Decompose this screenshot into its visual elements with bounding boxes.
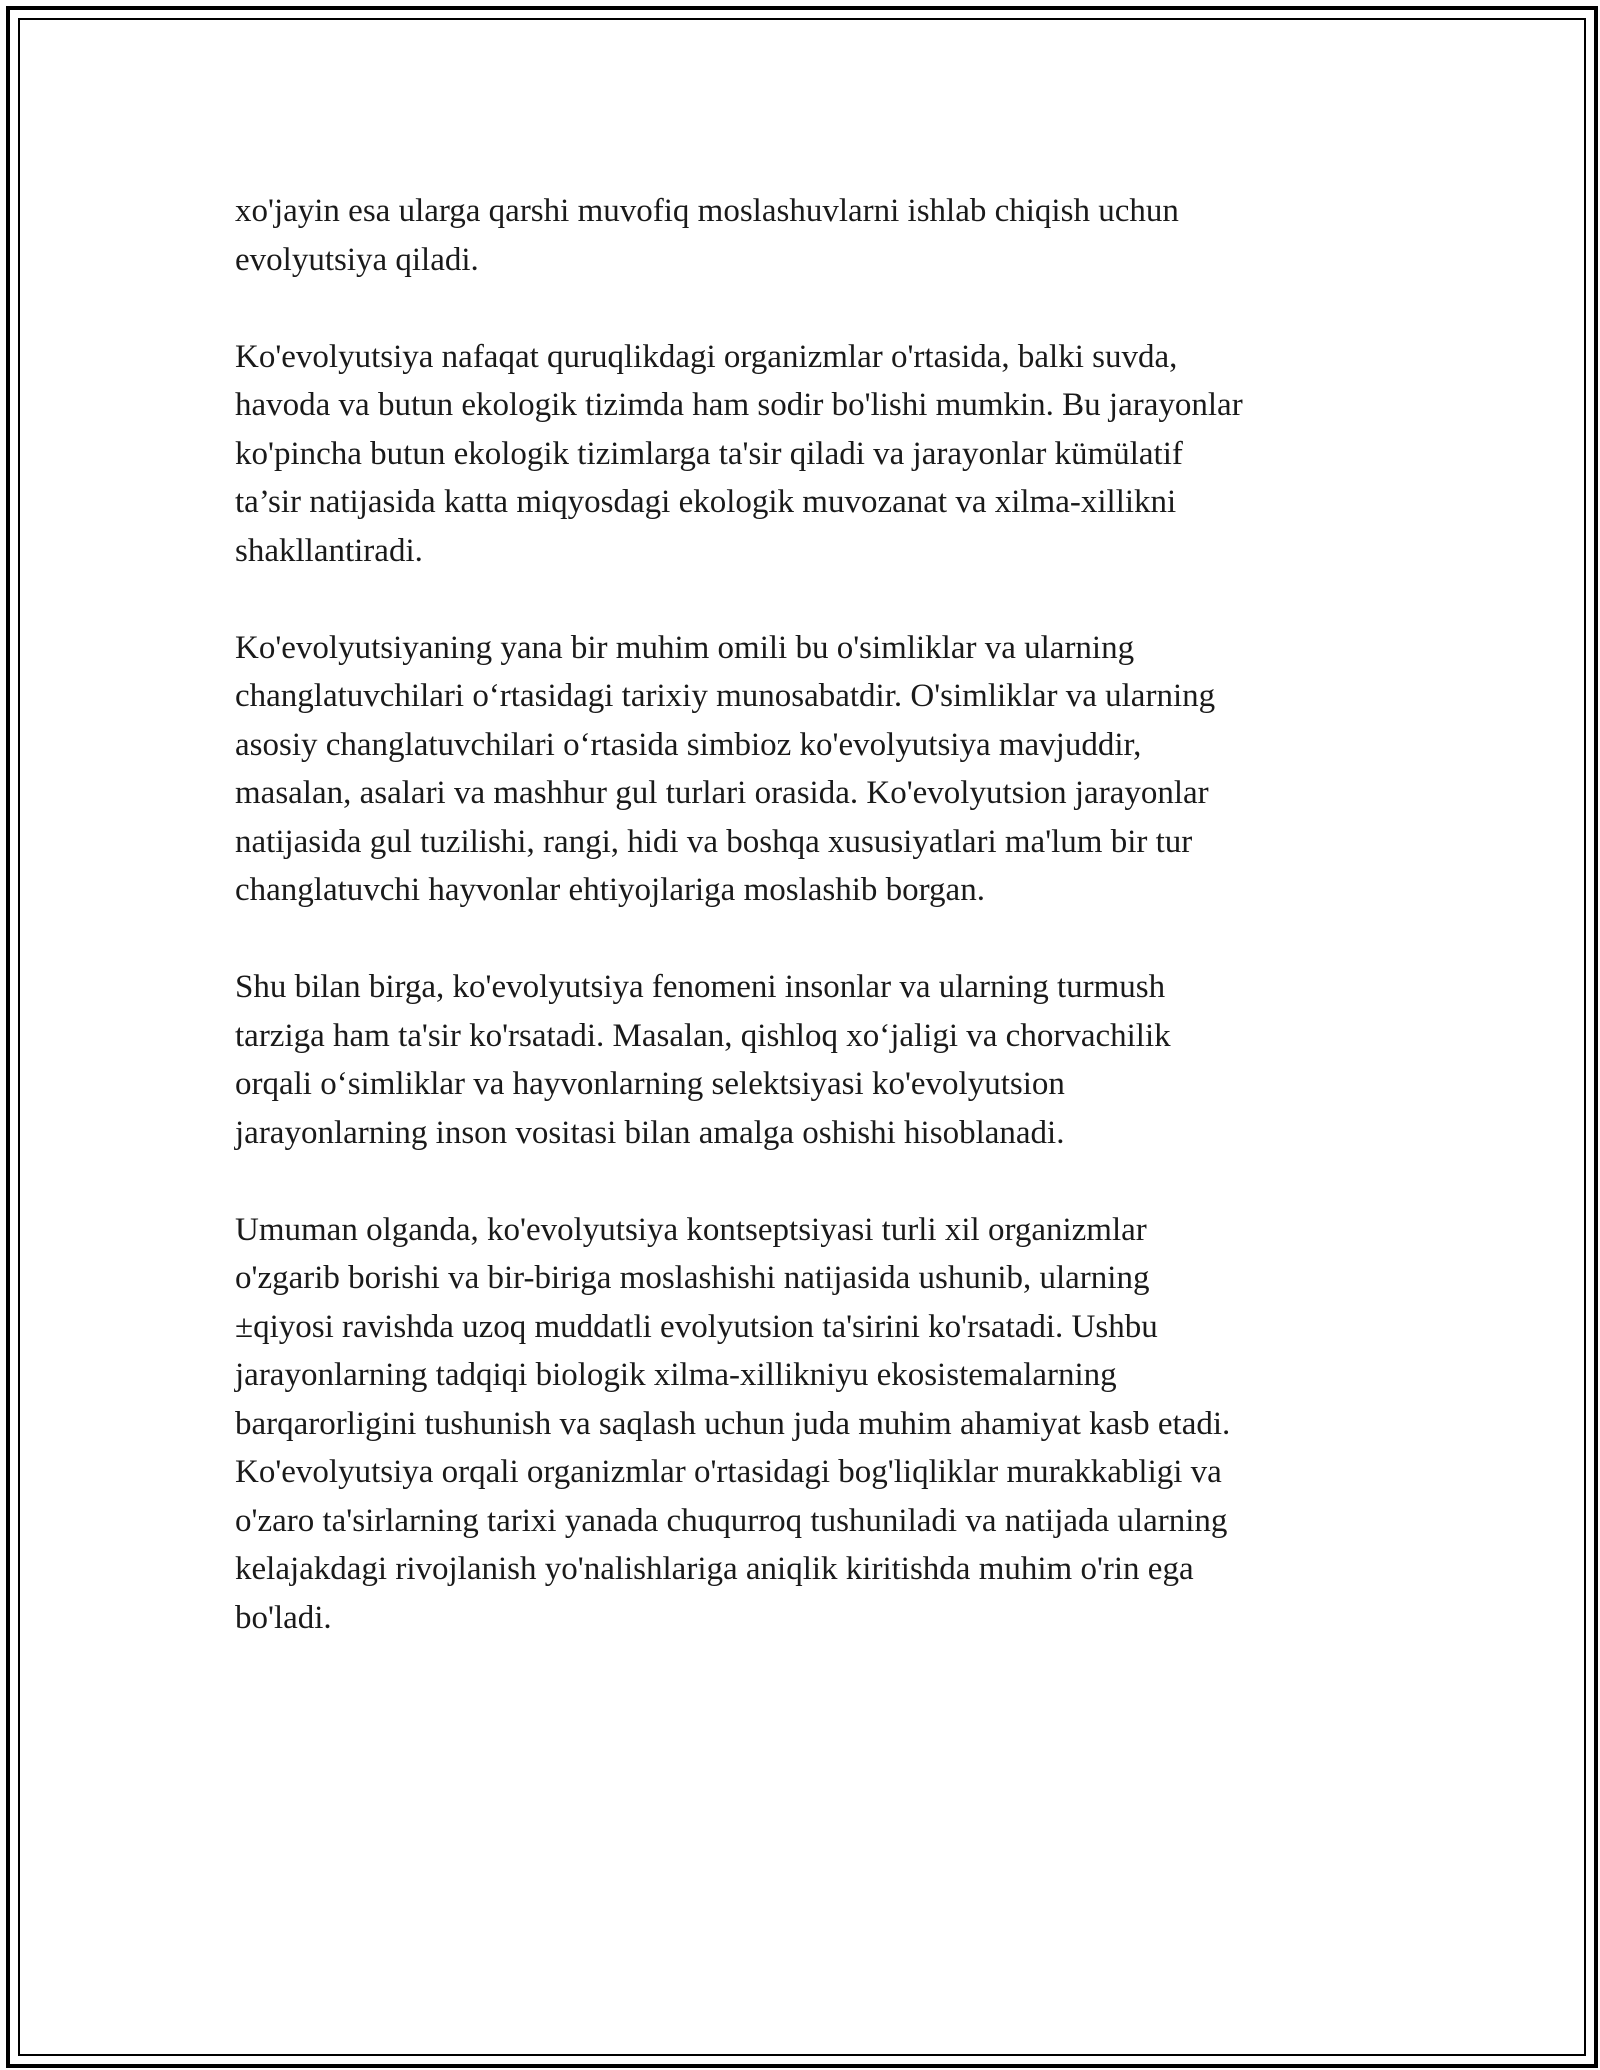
text-line: barqarorligini tushunish va saqlash uchun juda muhim ahamiyat kasb etadi.: [235, 1405, 1231, 1442]
paragraph: [235, 187, 1385, 284]
text-line: evolyutsiya qiladi.: [235, 241, 479, 278]
paragraph: [235, 624, 1385, 915]
text-line: jarayonlarning tadqiqi biologik xilma-xillikniyu ekosistemalarning: [235, 1357, 1117, 1393]
text-line: Shu bilan birga, ko'evolyutsiya fenomeni insonlar va ularning turmush: [235, 969, 1166, 1005]
text-line: Ko'evolyutsiya nafaqat quruqlikdagi organizmlar o'rtasida, balki suvda,: [235, 338, 1178, 375]
text-line: ko'pincha butun ekologik tizimlarga ta'sir qiladi va jarayonlar kümülatif: [235, 435, 1183, 472]
text-line: natijasida gul tuzilishi, rangi, hidi va boshqa xususiyatlari ma'lum bir tur: [235, 823, 1193, 860]
text-line: o'zaro ta'sirlarning tarixi yanada chuqurroq tushuniladi va natijada ularning: [235, 1502, 1228, 1539]
paragraph: [235, 963, 1385, 1157]
text-line: bo'ladi.: [235, 1599, 332, 1636]
text-line: Ko'evolyutsiyaning yana bir muhim omili bu o'simliklar va ularning: [235, 629, 1135, 666]
text-line: changlatuvchilari o‘rtasidagi tarixiy munosabatdir. O'simliklar va ularning: [235, 678, 1216, 714]
text-line: Umuman olganda, ko'evolyutsiya kontseptsiyasi turli xil organizmlar: [235, 1211, 1147, 1248]
paragraph: [235, 1206, 1385, 1643]
text-line: ±qiyosi ravishda uzoq muddatli evolyutsion ta'sirini ko'rsatadi. Ushbu: [235, 1308, 1158, 1345]
text-line: havoda va butun ekologik tizimda ham sodir bo'lishi mumkin. Bu jarayonlar: [235, 387, 1243, 423]
text-line: orqali o‘simliklar va hayvonlarning selektsiyasi ko'evolyutsion: [235, 1066, 1065, 1102]
text-line: jarayonlarning inson vositasi bilan amalga oshishi hisoblanadi.: [235, 1114, 1065, 1151]
text-line: shakllantiradi.: [235, 532, 423, 569]
text-line: asosiy changlatuvchilari o‘rtasida simbioz ko'evolyutsiya mavjuddir,: [235, 726, 1142, 763]
text-line: Ko'evolyutsiya orqali organizmlar o'rtasidagi bog'liqliklar murakkabligi va: [235, 1454, 1222, 1490]
document-body: [235, 187, 1385, 1691]
text-line: changlatuvchi hayvonlar ehtiyojlariga moslashib borgan.: [235, 872, 985, 908]
text-line: kelajakdagi rivojlanish yo'nalishlariga aniqlik kiritishda muhim o'rin ega: [235, 1551, 1194, 1587]
text-line: o'zgarib borishi va bir-biriga moslashishi natijasida ushunib, ularning: [235, 1260, 1150, 1296]
text-line: ta’sir natijasida katta miqyosdagi ekologik muvozanat va xilma-xillikni: [235, 484, 1177, 520]
text-line: xo'jayin esa ularga qarshi muvofiq moslashuvlarni ishlab chiqish uchun: [235, 193, 1179, 229]
text-line: masalan, asalari va mashhur gul turlari orasida. Ko'evolyutsion jarayonlar: [235, 775, 1209, 811]
paragraph: [235, 333, 1385, 576]
text-line: tarziga ham ta'sir ko'rsatadi. Masalan, qishloq xo‘jaligi va chorvachilik: [235, 1017, 1171, 1054]
